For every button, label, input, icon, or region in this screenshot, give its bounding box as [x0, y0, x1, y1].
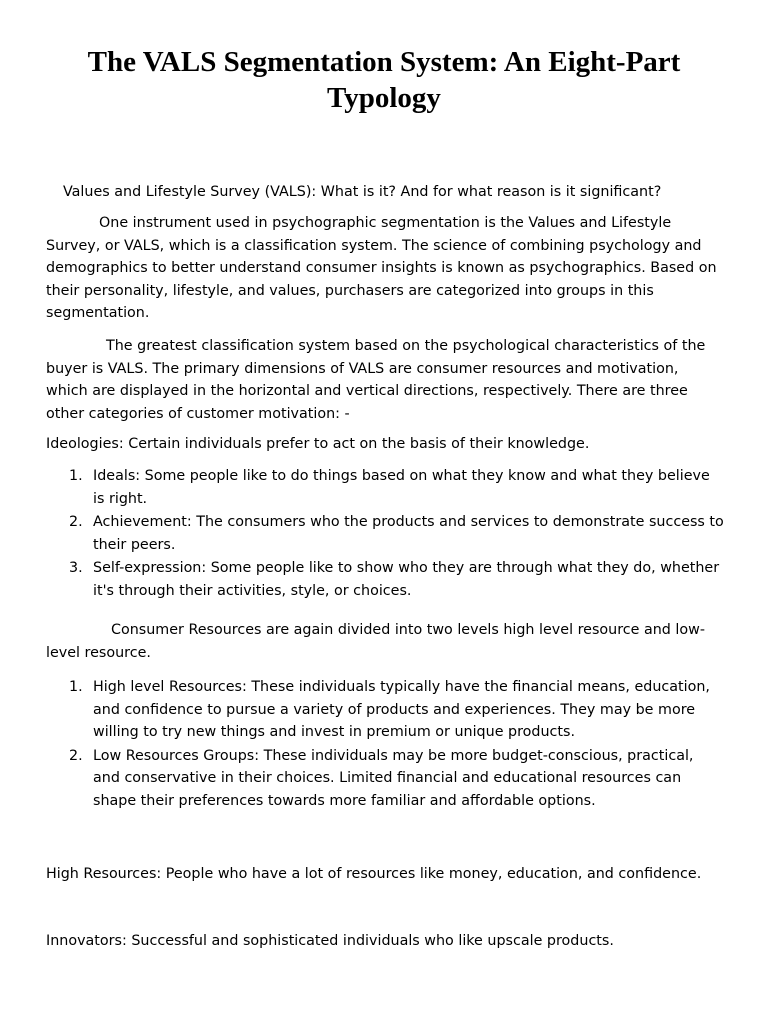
paragraph-vals-dimensions: The greatest classification system based on the psychological characteristics of the buyer is VALS. The primary dimensions of VALS are consumer resources and motivation, which are displayed in the horizontal and vertical directions, respectively. There are three other categories of customer motivation: -: [46, 338, 706, 422]
document-title: The VALS Segmentation System: An Eight-Part Typology: [87, 46, 681, 114]
resources-list: [46, 676, 724, 813]
question-heading: Values and Lifestyle Survey (VALS): What is it? And for what reason is it significant?: [63, 184, 662, 200]
high-resources-line: High Resources: People who have a lot of resources like money, education, and confidence.: [46, 866, 702, 882]
list-item-text: Self-expression: Some people like to show who they are through what they do, whether it's through their activities, style, or choices.: [93, 560, 720, 599]
list-item-text: Ideals: Some people like to do things based on what they know and what they believe is right.: [93, 468, 710, 507]
list-item-number: 2.: [69, 747, 83, 764]
innovators-line: Innovators: Successful and sophisticated individuals who like upscale products.: [46, 933, 614, 949]
resources-intro: Consumer Resources are again divided into two levels high level resource and low-level resource.: [46, 622, 705, 661]
list-item: [46, 557, 724, 602]
list-item-text: Achievement: The consumers who the products and services to demonstrate success to their peers.: [93, 514, 724, 553]
ideologies-line: Ideologies: Certain individuals prefer to act on the basis of their knowledge.: [46, 436, 590, 452]
list-item-number: 3.: [69, 560, 83, 576]
list-item-number: 1.: [69, 468, 83, 484]
list-item-text: Low Resources Groups: These individuals may be more budget-conscious, practical, and conservative in their choices. Limited financial and educational resources can shape their preferences towards more familiar and affordable options.: [93, 747, 694, 809]
list-item: [46, 676, 724, 744]
paragraph-vals-intro: One instrument used in psychographic segmentation is the Values and Lifestyle Survey, or VALS, which is a classification system. The science of combining psychology and demographics to better understand consumer insights is known as psychographics. Based on their personality, lifestyle, and values, purchasers are categorized into groups in this segmentation.: [46, 215, 717, 321]
list-item: [46, 511, 724, 556]
list-item-number: 1.: [69, 679, 83, 695]
motivation-list: [46, 465, 724, 603]
list-item: [46, 745, 724, 813]
list-item: [46, 465, 724, 510]
list-item-number: 2.: [69, 514, 83, 530]
list-item-text: High level Resources: These individuals typically have the financial means, education, and confidence to pursue a variety of products and experiences. They may be more willing to try new things and invest in premium or unique products.: [93, 679, 710, 740]
